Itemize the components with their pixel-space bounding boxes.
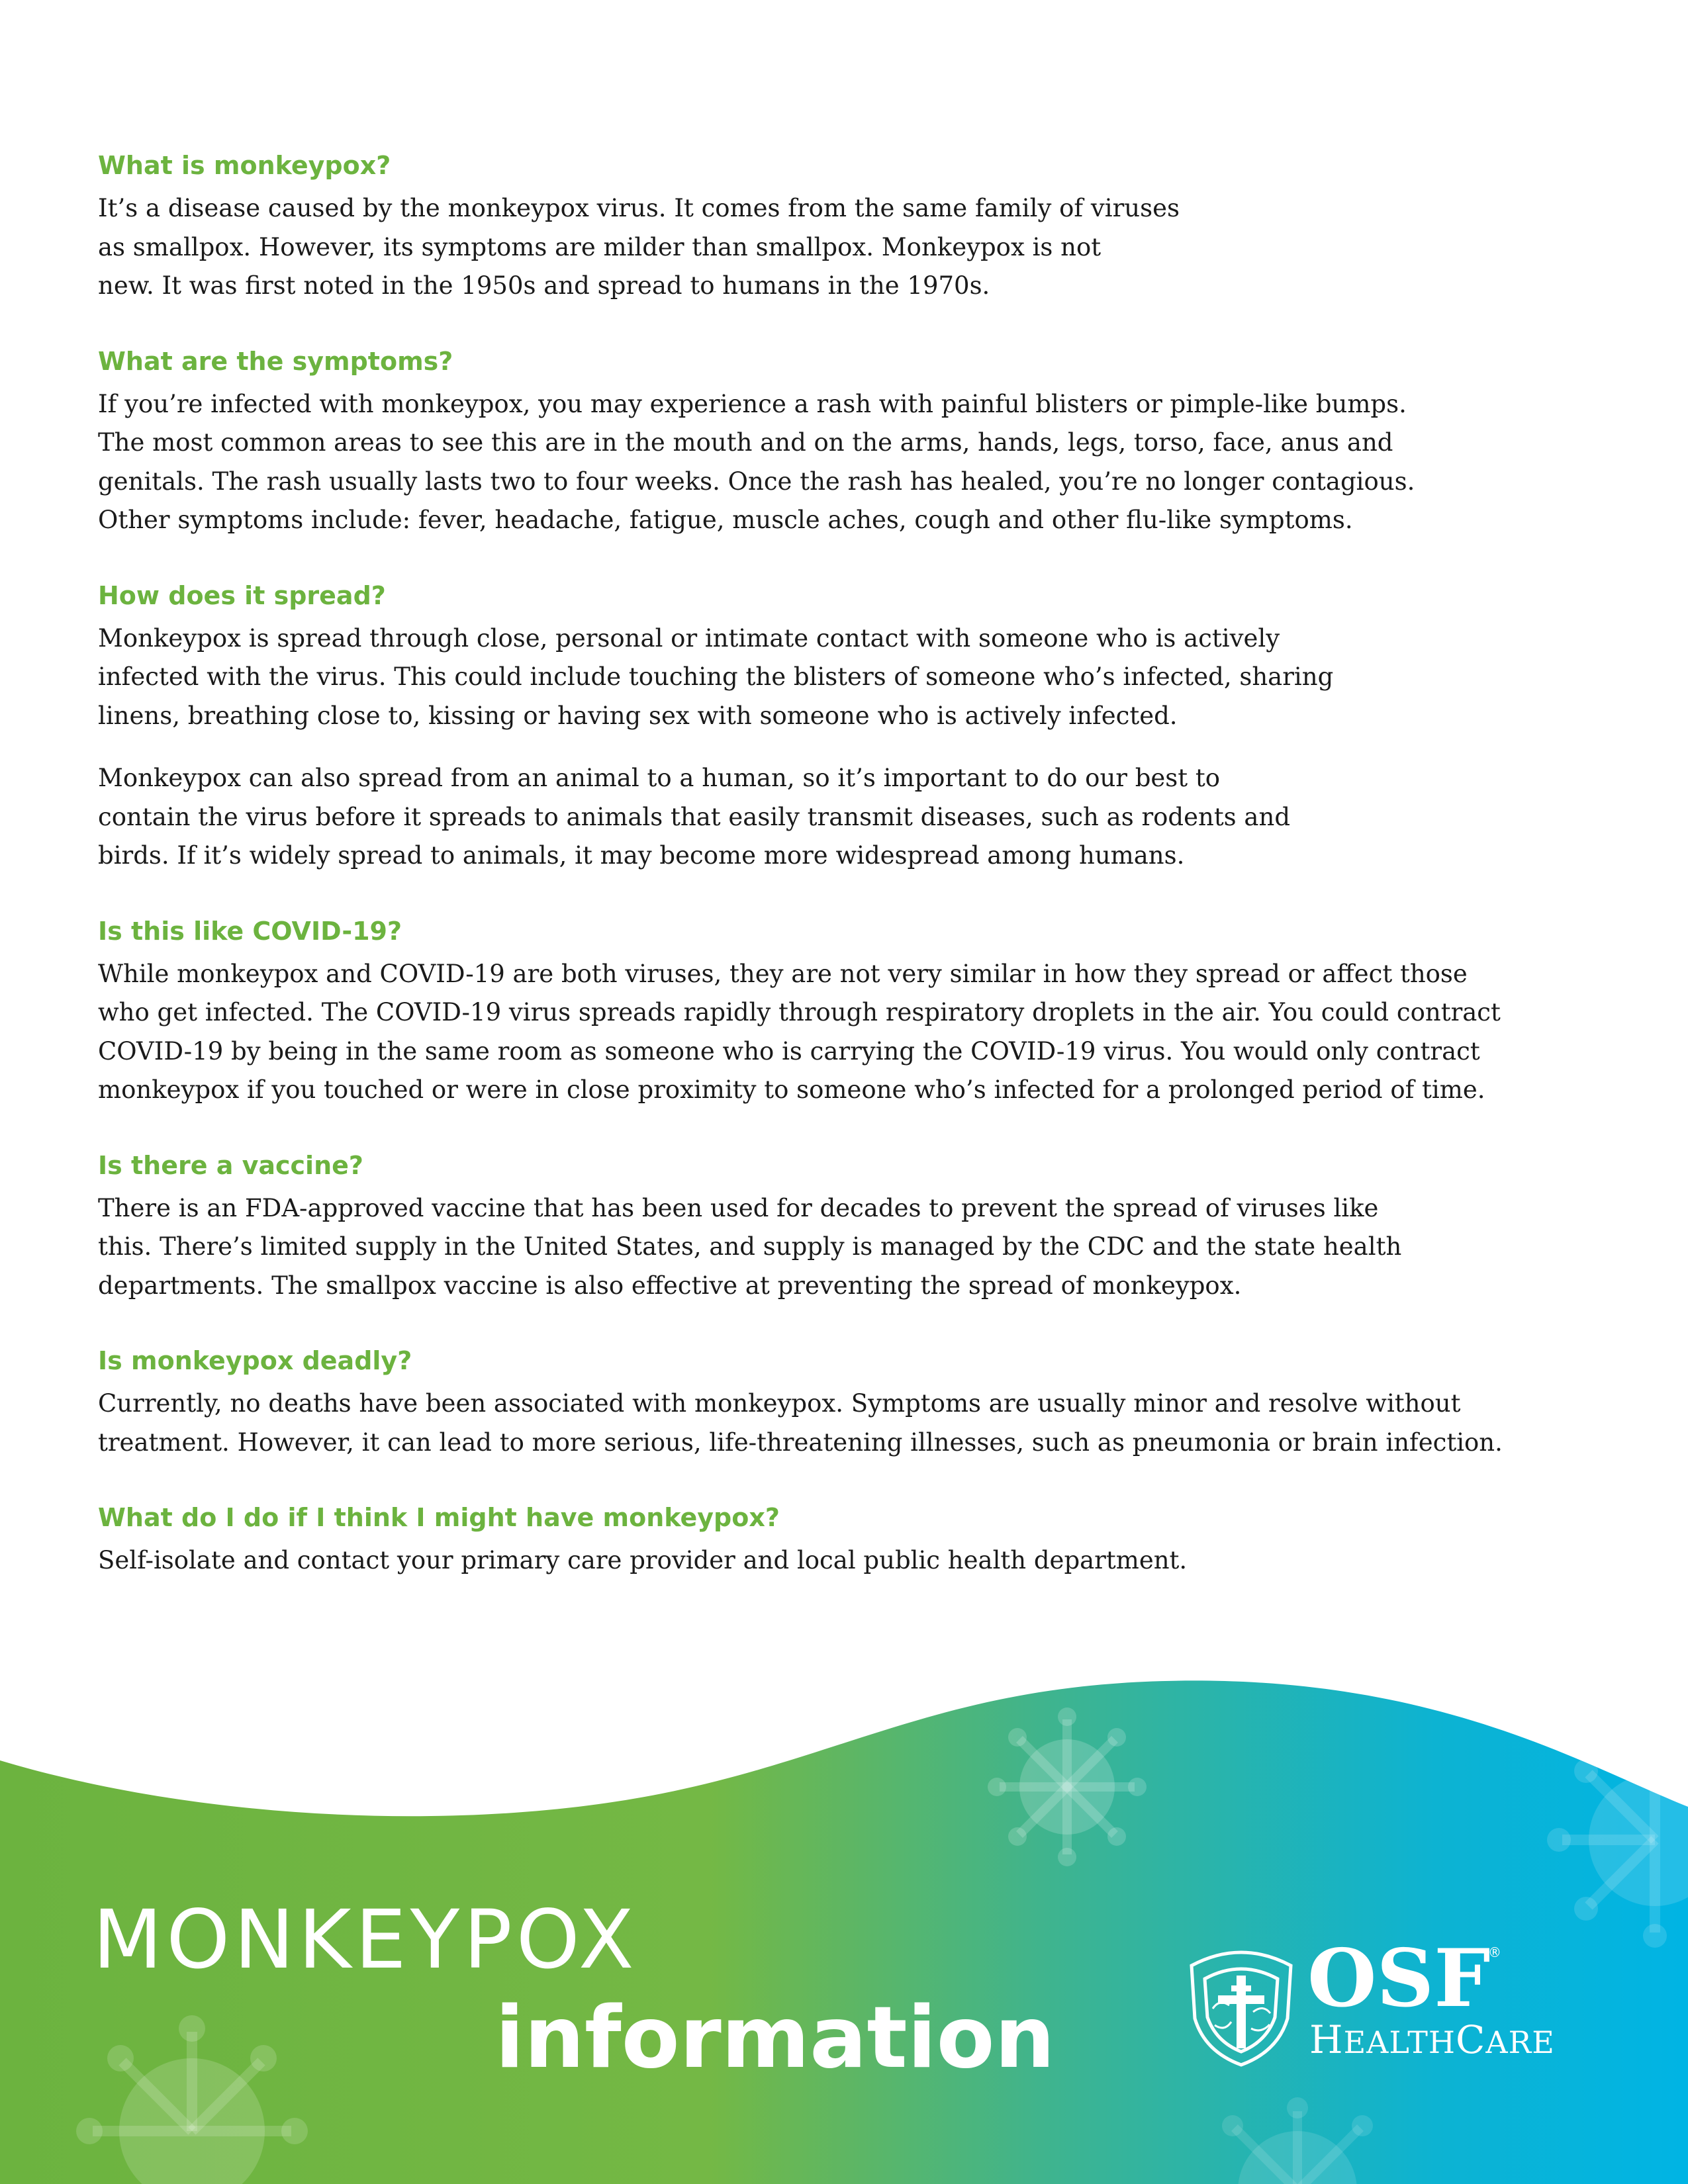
- paragraph-line: who get infected. The COVID-19 virus spreads rapidly through respiratory droplets in the air. You could contract: [98, 998, 1501, 1026]
- body-paragraph: [98, 759, 1521, 876]
- logo-registered-mark: ®: [1488, 1944, 1501, 1960]
- cross-seal-icon: [1178, 1939, 1304, 2071]
- paragraph-line: contain the virus before it spreads to animals that easily transmit diseases, such as rodents and: [98, 802, 1291, 831]
- faq-section: [98, 574, 1521, 876]
- paragraph-line: It’s a disease caused by the monkeypox virus. It comes from the same family of viruses: [98, 194, 1180, 222]
- faq-section: [98, 1496, 1521, 1580]
- paragraph-line: monkeypox if you touched or were in close proximity to someone who’s infected for a prolonged period of time.: [98, 1075, 1485, 1104]
- paragraph-line: If you’re infected with monkeypox, you may experience a rash with painful blisters or pimple-like bumps.: [98, 389, 1407, 418]
- paragraph-line: birds. If it’s widely spread to animals, it may become more widespread among humans.: [98, 841, 1185, 870]
- virus-icon: [988, 1707, 1147, 1866]
- section-heading: Is there a vaccine?: [98, 1150, 363, 1180]
- paragraph-line: as smallpox. However, its symptoms are milder than smallpox. Monkeypox is not: [98, 232, 1102, 261]
- paragraph-line: this. There’s limited supply in the United States, and supply is managed by the CDC and the state health: [98, 1232, 1402, 1261]
- paragraph-line: Currently, no deaths have been associated with monkeypox. Symptoms are usually minor and resolve without: [98, 1389, 1461, 1418]
- paragraph-line: treatment. However, it can lead to more serious, life-threatening illnesses, such as pneumonia or brain infection.: [98, 1428, 1503, 1457]
- section-heading: How does it spread?: [98, 580, 386, 610]
- banner-title-monkeypox: MONKEYPOX: [93, 1893, 638, 1987]
- osf-healthcare-logo: [1178, 1932, 1589, 2071]
- paragraph-line: There is an FDA-approved vaccine that has been used for decades to prevent the spread of viruses like: [98, 1193, 1379, 1222]
- body-paragraph: [98, 189, 1521, 306]
- section-heading: What is monkeypox?: [98, 151, 391, 180]
- body-paragraph: [98, 385, 1521, 540]
- paragraph-line: genitals. The rash usually lasts two to four weeks. Once the rash has healed, you’re no longer contagious.: [98, 467, 1415, 496]
- faq-section: [98, 340, 1521, 540]
- paragraph-line: infected with the virus. This could include touching the blisters of someone who’s infected, sharing: [98, 662, 1334, 691]
- paragraph-line: The most common areas to see this are in the mouth and on the arms, hands, legs, torso, face, anus and: [98, 428, 1393, 457]
- faq-section: [98, 1144, 1521, 1306]
- paragraph-line: departments. The smallpox vaccine is also effective at preventing the spread of monkeypox.: [98, 1271, 1242, 1300]
- body-paragraph: [98, 1541, 1521, 1580]
- section-heading: Is this like COVID-19?: [98, 916, 402, 946]
- paragraph-line: Monkeypox is spread through close, personal or intimate contact with someone who is actively: [98, 623, 1280, 653]
- logo-osf-text: OSF: [1307, 1932, 1491, 2025]
- body-paragraph: [98, 955, 1521, 1110]
- body-paragraph: [98, 619, 1521, 736]
- faq-content: [98, 144, 1521, 1615]
- section-heading: What are the symptoms?: [98, 346, 453, 376]
- paragraph-line: Other symptoms include: fever, headache, fatigue, muscle aches, cough and other flu-like symptoms.: [98, 506, 1353, 534]
- logo-healthcare-text: HEALTHCARE: [1309, 2017, 1555, 2062]
- faq-section: [98, 910, 1521, 1110]
- paragraph-line: linens, breathing close to, kissing or having sex with someone who is actively infected.: [98, 701, 1178, 730]
- section-heading: Is monkeypox deadly?: [98, 1346, 412, 1375]
- paragraph-line: new. It was first noted in the 1950s and spread to humans in the 1970s.: [98, 271, 990, 300]
- paragraph-line: COVID-19 by being in the same room as someone who is carrying the COVID-19 virus. You would only contract: [98, 1036, 1480, 1066]
- section-heading: What do I do if I think I might have monkeypox?: [98, 1503, 780, 1532]
- paragraph-line: Self-isolate and contact your primary care provider and local public health department.: [98, 1546, 1188, 1574]
- paragraph-line: Monkeypox can also spread from an animal to a human, so it’s important to do our best to: [98, 764, 1221, 792]
- faq-section: [98, 1340, 1521, 1462]
- faq-section: [98, 144, 1521, 306]
- banner-title-information: information: [495, 1989, 1055, 2087]
- body-paragraph: [98, 1189, 1521, 1306]
- body-paragraph: [98, 1385, 1521, 1462]
- paragraph-line: While monkeypox and COVID-19 are both viruses, they are not very similar in how they spread or affect those: [98, 959, 1468, 988]
